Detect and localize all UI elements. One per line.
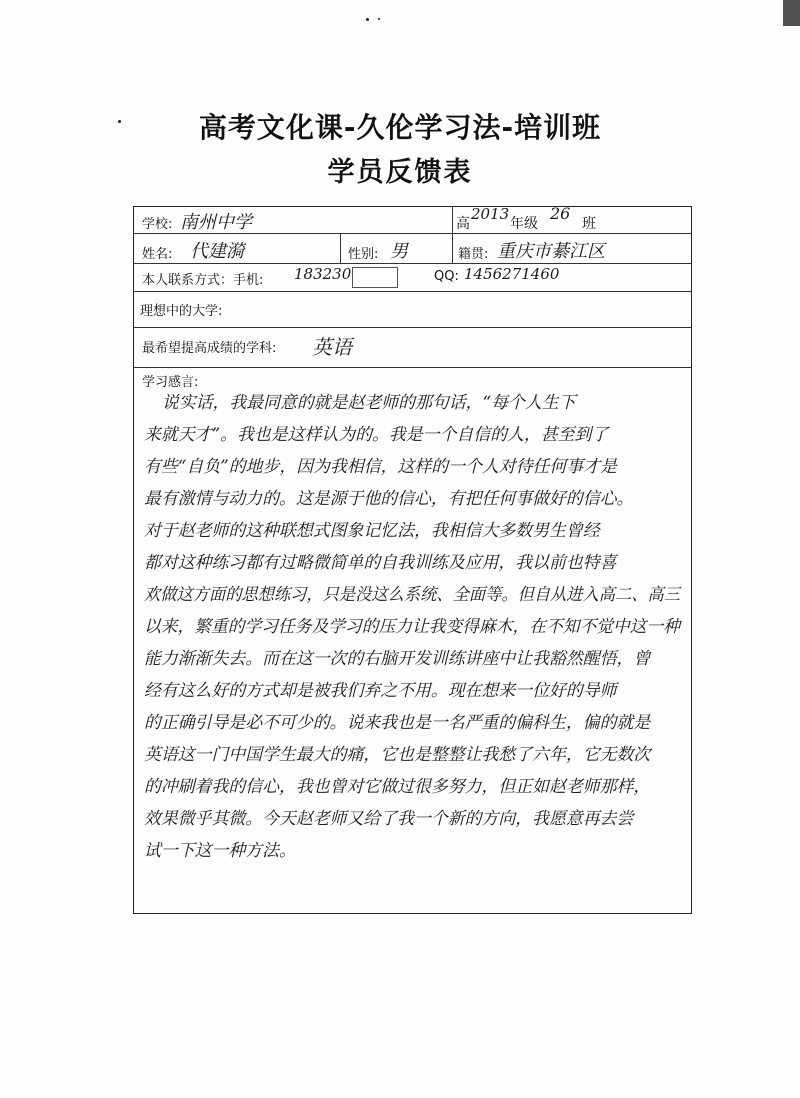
qq-value[interactable]: 1456271460 xyxy=(464,265,560,283)
contact-label: 本人联系方式：手机: xyxy=(142,273,264,288)
feedback-line: 最有激情与动力的。这是源于他的信心，有把任何事做好的信心。 xyxy=(144,489,634,509)
feedback-line: 的正确引导是必不可少的。说来我也是一名严重的偏科生，偏的就是 xyxy=(144,713,651,733)
row-divider xyxy=(134,263,691,264)
feedback-line: 效果微乎其微。今天赵老师又给了我一个新的方向，我愿意再去尝 xyxy=(144,809,634,829)
feedback-line: 欢做这方面的思想练习，只是没这么系统、全面等。但自从进入高二、高三 xyxy=(144,585,680,605)
gender-label: 性别: xyxy=(348,247,379,262)
form-title: 高考文化课-久伦学习法-培训班 xyxy=(198,111,602,144)
feedback-text[interactable] xyxy=(144,387,684,867)
hometown-label: 籍贯: xyxy=(458,247,489,262)
column-divider xyxy=(340,234,341,263)
feedback-line: 的冲刷着我的信心，我也曾对它做过很多努力，但正如赵老师那样， xyxy=(144,777,651,797)
feedback-line: 试一下这一种方法。 xyxy=(144,841,296,861)
feedback-line: 都对这种练习都有过略微简单的自我训练及应用，我以前也特喜 xyxy=(144,553,617,573)
school-label: 学校: xyxy=(142,217,173,232)
class-number-value[interactable]: 26 xyxy=(550,204,571,223)
scan-speck xyxy=(366,18,369,21)
hometown-value[interactable]: 重庆市綦江区 xyxy=(497,241,605,262)
scan-speck xyxy=(378,18,380,20)
gender-value[interactable]: 男 xyxy=(390,241,408,262)
column-divider xyxy=(452,207,453,263)
grade-prefix: 高 xyxy=(456,216,470,232)
subject-value[interactable]: 英语 xyxy=(312,335,352,359)
feedback-line: 以来，繁重的学习任务及学习的压力让我变得麻木，在不知不觉中这一种 xyxy=(144,617,680,637)
feedback-line: 英语这一门中国学生最大的痛，它也是整整让我愁了六年，它无数次 xyxy=(144,745,651,765)
row-divider xyxy=(134,367,691,368)
class-label: 班 xyxy=(582,216,596,232)
grade-year-value[interactable]: 2013 xyxy=(471,205,510,223)
feedback-line: 经有这么好的方式却是被我们弃之不用。现在想来一位好的导师 xyxy=(144,681,617,701)
feedback-label: 学习感言: xyxy=(142,375,199,390)
feedback-line: 对于赵老师的这种联想式图象记忆法，我相信大多数男生曾经 xyxy=(144,521,600,541)
row-divider xyxy=(134,327,691,328)
phone-value[interactable]: 183230 xyxy=(294,265,352,283)
feedback-line: 能力渐渐失去。而在这一次的右脑开发训练讲座中让我豁然醒悟，曾 xyxy=(144,649,651,669)
university-label: 理想中的大学: xyxy=(140,304,223,319)
qq-label: QQ: xyxy=(434,269,459,284)
phone-redaction-box xyxy=(352,267,398,288)
name-label: 姓名: xyxy=(142,247,173,262)
feedback-line: 说实话，我最同意的就是赵老师的那句话，“每个人生下 xyxy=(161,393,576,413)
subject-label: 最希望提高成绩的学科: xyxy=(142,341,277,356)
row-divider xyxy=(134,291,691,292)
name-value[interactable]: 代建漪 xyxy=(190,241,244,262)
feedback-line: 有些“自负”的地步，因为我相信，这样的一个人对待任何事才是 xyxy=(144,457,617,477)
feedback-form xyxy=(133,206,692,914)
school-value[interactable]: 南州中学 xyxy=(180,212,252,233)
form-subtitle: 学员反馈表 xyxy=(327,157,473,188)
feedback-line: 来就天才”。我也是这样认为的。我是一个自信的人，甚至到了 xyxy=(144,425,609,445)
grade-label: 年级 xyxy=(510,216,538,232)
scan-speck xyxy=(783,0,800,26)
